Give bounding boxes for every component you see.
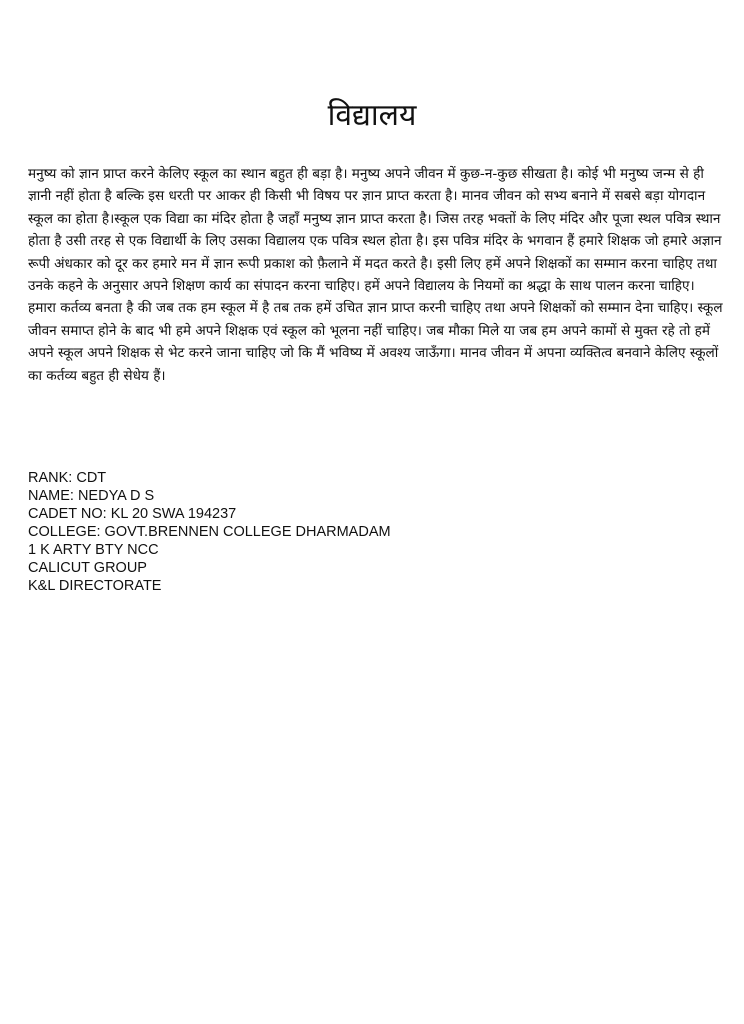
info-directorate: K&L DIRECTORATE (28, 578, 162, 594)
essay-paragraph: मनुष्य को ज्ञान प्राप्त करने केलिए स्कूल का स्थान बहुत ही बड़ा है। मनुष्य अपने जीवन में कुछ-न-कुछ सीखता है। कोई भी मनुष्य जन्म से ही ज्ञानी नहीं होता है बल्कि इस धरती पर आकर ही किसी भी विषय पर ज्ञान प्राप्त करता है। मानव जीवन को सभ्य बनाने में सबसे बड़ा योगदान स्कूल का होता है।स्कूल एक विद्या का मंदिर होता है जहाँ मनुष्य ज्ञान प्राप्त करता है। जिस तरह भक्तों के लिए मंदिर और पूजा स्थल पवित्र स्थान होता है उसी तरह से एक विद्यार्थी के लिए उसका विद्यालय एक पवित्र स्थल होता है। इस पवित्र मंदिर के भगवान हैं हमारे शिक्षक जो हमारे अज्ञान रूपी अंधकार को दूर कर हमारे मन में ज्ञान रूपी प्रकाश को फ़ैलाने में मदत करते है। इसी लिए हमें अपने शिक्षकों का सम्मान करना चाहिए तथा उनके कहने के अनुसार अपने शिक्षण कार्य का संपादन करना चाहिए। हमें अपने विद्यालय के नियमों का श्रद्धा के साथ पालन करना चाहिए। हमारा कर्तव्य बनता है की जब तक हम स्कूल में है तब तक हमें उचित ज्ञान प्राप्त करनी चाहिए तथा अपने शिक्षकों को सम्मान देना चाहिए। स्कूल जीवन समाप्त होने के बाद भी हमे अपने शिक्षक एवं स्कूल को भूलना नहीं चाहिए। जब मौका मिले या जब हम अपने कामों से मुक्त रहे तो हमें अपने स्कूल अपने शिक्षक से भेट करने जाना चाहिए जो कि मैं भविष्य में अवश्य जाऊँगा। मानव जीवन में अपना व्यक्तित्व बनवाने केलिए स्कूलों का कर्तव्य बहुत ही सेधेय हैं। (28, 166, 723, 384)
info-rank: RANK: CDT (28, 470, 107, 486)
info-group: CALICUT GROUP (28, 560, 147, 576)
info-unit: 1 K ARTY BTY NCC (28, 542, 159, 558)
cadet-info-block (28, 469, 718, 595)
info-cadet-no: CADET NO: KL 20 SWA 194237 (28, 506, 237, 522)
info-college: COLLEGE: GOVT.BRENNEN COLLEGE DHARMADAM (28, 524, 391, 540)
info-name: NAME: NEDYA D S (28, 488, 155, 504)
document-title: विद्यालय (327, 98, 417, 133)
